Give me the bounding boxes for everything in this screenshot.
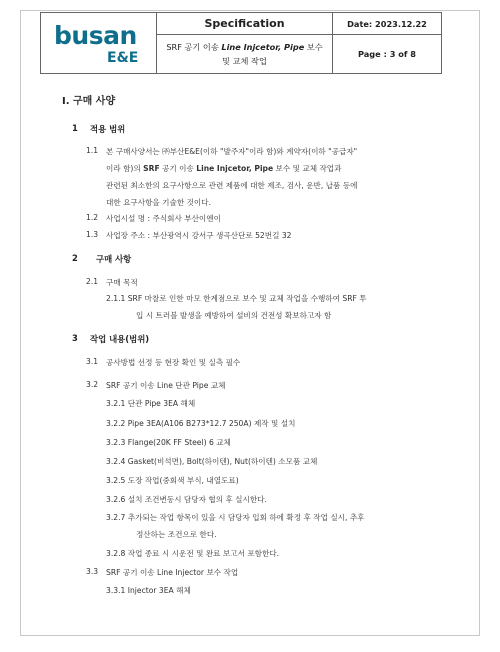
para-3-2-8: 3.2.8 작업 종료 시 시운전 및 완료 보고서 포함한다. bbox=[106, 549, 280, 558]
heading-1-number: 1 bbox=[72, 123, 78, 133]
para-1-1-line-1: 본 구매사양서는 ㈜부산E&E(이하 "발주자"이라 함)와 계약자(이하 "공급자" bbox=[106, 147, 358, 156]
subtitle-line-1 bbox=[166, 40, 322, 54]
para-3-2-text: SRF 공기 이송 Line 단관 Pipe 교체 bbox=[106, 381, 226, 390]
para-3-3-number: 3.3 bbox=[86, 567, 99, 576]
para-1-1-number: 1.1 bbox=[86, 146, 99, 155]
para-3-3-text: SRF 공기 이송 Line Injector 보수 작업 bbox=[106, 568, 239, 577]
para-1-1-line-3: 관련된 최소한의 요구사항으로 관련 제품에 대한 제조, 검사, 운반, 납품 등에 bbox=[106, 181, 358, 190]
para-2-1-1-line-1: 2.1.1 SRF 마찰로 인한 마모 한계점으로 보수 및 교체 작업을 수행하여 SRF 투 bbox=[106, 294, 367, 303]
heading-2-title: 구매 사항 bbox=[96, 254, 132, 264]
document-header bbox=[40, 12, 442, 74]
section-title: Ⅰ. 구매 사양 bbox=[62, 96, 116, 107]
page-number: Page : 3 of 8 bbox=[358, 49, 416, 59]
para-2-1-text: 구매 목적 bbox=[106, 278, 138, 287]
para-3-2-3: 3.2.3 Flange(20K FF Steel) 6 교체 bbox=[106, 438, 231, 447]
heading-2-number: 2 bbox=[72, 253, 78, 263]
para-1-1-l2-mid: 공기 이송 bbox=[159, 164, 197, 173]
para-1-3-number: 1.3 bbox=[86, 230, 99, 239]
para-3-3-1: 3.3.1 Injector 3EA 해체 bbox=[106, 586, 191, 595]
para-1-1-l2-post: 보수 및 교체 작업과 bbox=[273, 164, 342, 173]
para-3-2-7-line-2: 정산하는 조건으로 한다. bbox=[136, 530, 217, 539]
para-1-1-line-4: 대한 요구사항을 기술한 것이다. bbox=[106, 198, 212, 207]
para-1-1-line-2 bbox=[106, 163, 341, 174]
para-3-2-number: 3.2 bbox=[86, 380, 99, 389]
para-1-2-number: 1.2 bbox=[86, 213, 99, 222]
para-2-1-number: 2.1 bbox=[86, 277, 99, 286]
para-3-2-2: 3.2.2 Pipe 3EA(A106 B273*12.7 250A) 제작 및 설치 bbox=[106, 419, 296, 428]
para-3-2-6: 3.2.6 설치 조건변동시 담당자 협의 후 실시한다. bbox=[106, 495, 267, 504]
logo-main-text: busan bbox=[54, 21, 137, 50]
para-1-1-l2-pre: 이라 함)의 bbox=[106, 164, 144, 173]
para-3-1-number: 3.1 bbox=[86, 357, 99, 366]
doc-subtitle bbox=[157, 35, 333, 73]
para-3-2-5: 3.2.5 도장 작업(중회색 부식, 내열도료) bbox=[106, 476, 239, 485]
para-1-3-text: 사업장 주소 : 부산광역시 강서구 생곡산단로 52번길 32 bbox=[106, 231, 292, 240]
heading-3-number: 3 bbox=[72, 333, 78, 343]
doc-title: Specification bbox=[157, 13, 333, 35]
para-3-2-1: 3.2.1 단관 Pipe 3EA 해체 bbox=[106, 399, 196, 408]
para-3-2-7-line-1: 3.2.7 추가되는 작업 항목이 있을 시 담당자 입회 하에 확정 후 작업 실시, 추후 bbox=[106, 513, 365, 522]
para-1-2-text: 사업시설 명 : 주식회사 부산이엔이 bbox=[106, 214, 221, 223]
subtitle-pre: SRF 공기 이송 bbox=[166, 42, 222, 52]
heading-3-title: 작업 내용(범위) bbox=[90, 334, 150, 344]
para-3-2-4: 3.2.4 Gasket(비석면), Bolt(하이텐), Nut(하이텐) 소모품 교체 bbox=[106, 457, 318, 466]
doc-date: Date: 2023.12.22 bbox=[333, 13, 441, 35]
para-2-1-1-line-2: 입 시 트러블 발생을 예방하여 설비의 건전성 확보하고자 함 bbox=[136, 311, 332, 320]
subtitle-post: 보수 bbox=[304, 42, 323, 52]
para-1-1-l2-srf: SRF bbox=[143, 164, 160, 173]
subtitle-emphasis: Line Injcetor, Pipe bbox=[221, 42, 305, 52]
para-1-1-l2-line: Line Injcetor, Pipe bbox=[196, 164, 274, 173]
heading-1-title: 적용 범위 bbox=[90, 124, 126, 134]
company-logo bbox=[41, 13, 157, 73]
logo-sub-text: E&E bbox=[107, 50, 139, 66]
para-3-1-text: 공사방법 선정 등 현장 확인 및 실측 필수 bbox=[106, 358, 241, 367]
subtitle-line-2: 및 교체 작업 bbox=[222, 56, 267, 66]
